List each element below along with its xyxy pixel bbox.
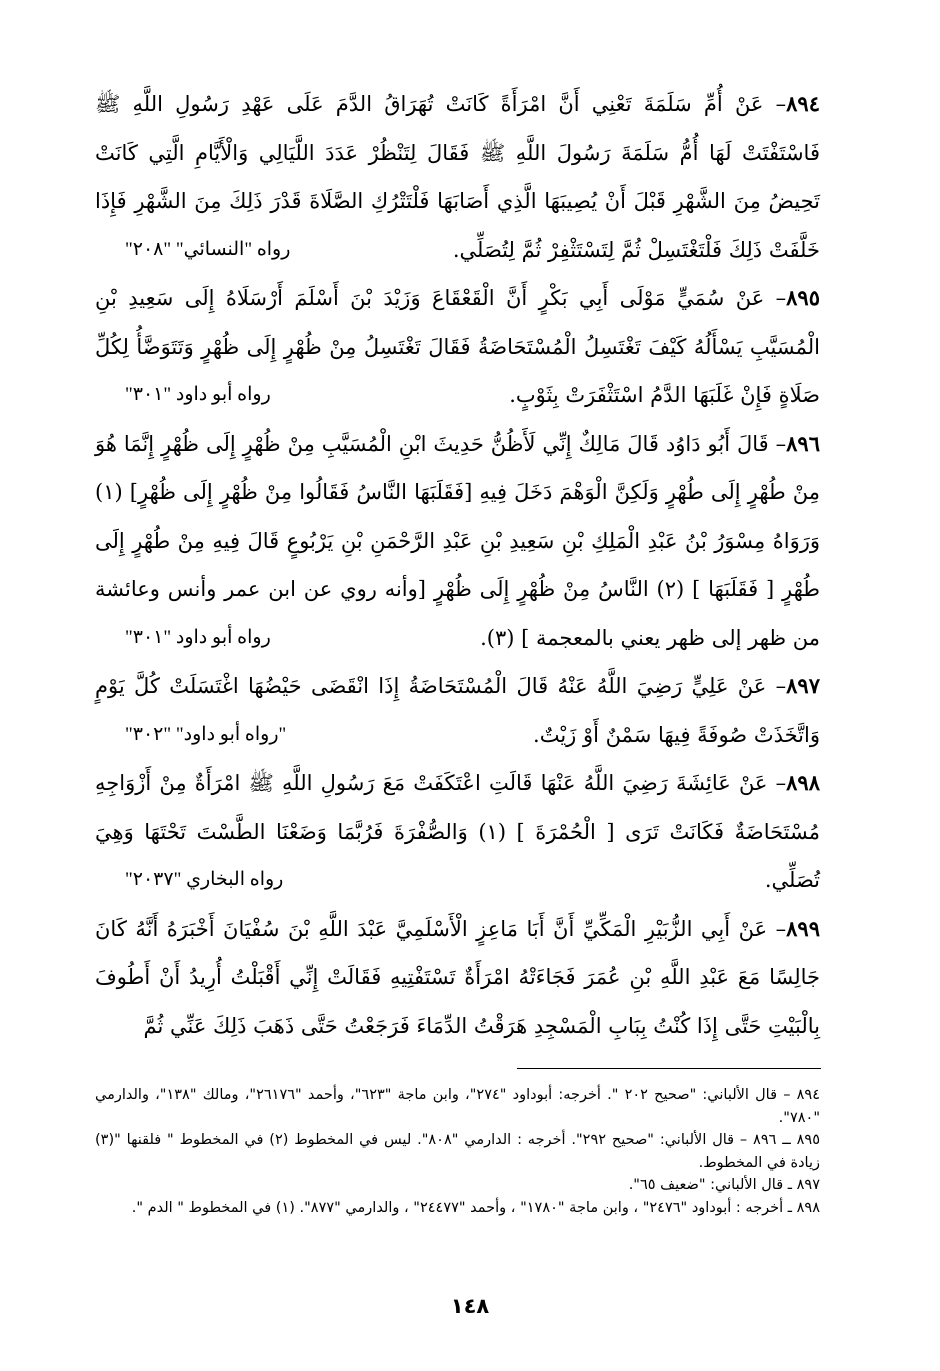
footnotes [95,1084,820,1219]
hadith-number: ٨٩٦ [786,430,820,456]
page-number: ١٤٨ [450,1294,490,1318]
hadith-number: ٨٩٩ [786,915,820,941]
hadith-text: – عَنْ أُمِّ سَلَمَةَ تَعْنِي أَنَّ امْرَأَةً كَانَتْ تُهَرَاقُ الدَّمَ عَلَى عَهْدِ رَسُولِ اللَّهِ ﷺ فَاسْتَفْتَتْ لَهَا أُمُّ سَلَمَةَ رَسُولَ اللَّهِ ﷺ فَقَالَ لِتَنْظُرْ عَدَدَ اللَّيَالِي وَالْأَيَّامِ الَّتِي كَانَتْ تَحِيضُ مِنَ الشَّهْرِ قَبْلَ أَنْ يُصِيبَهَا الَّذِي أَصَابَهَا فَلْتَتْرُكِ الصَّلَاةَ قَدْرَ ذَلِكَ مِنَ الشَّهْرِ فَإِذَا خَلَّفَتْ ذَلِكَ فَلْتَغْتَسِلْ ثُمَّ لِتَسْتَثْفِرْ ثُمَّ لِتُصَلِّي. [95,92,820,262]
hadith-text: – عَنْ أَبِي الزُّبَيْرِ الْمَكِّيِّ أَنَّ أَبَا مَاعِزٍ الْأَسْلَمِيَّ عَبْدَ اللَّهِ بْنَ سُفْيَانَ أَخْبَرَهُ أَنَّهُ كَانَ جَالِسًا مَعَ عَبْدِ اللَّهِ بْنِ عُمَرَ فَجَاءَتْهُ امْرَأَةٌ تَسْتَفْتِيهِ فَقَالَتْ إِنِّي أَقْبَلْتُ أُرِيدُ أَنْ أَطُوفَ بِالْبَيْتِ حَتَّى إِذَا كُنْتُ بِبَابِ الْمَسْجِدِ هَرَقْتُ الدِّمَاءَ فَرَجَعْتُ حَتَّى ذَهَبَ ذَلِكَ عَنِّي ثُمَّ [95,916,820,1038]
footnote-divider [517,1068,821,1069]
footnote: ٨٩٥ ــ ٨٩٦ – قال الألباني: "صحيح ٢٩٢". أخرجه : الدارمي "٨٠٨". ليس في المخطوط (٢) في المخطوط " فلقنها "(٣) زيادة في المخطوط. [95,1132,820,1171]
hadith-894 [95,80,820,274]
hadith-text: – قَالَ أَبُو دَاوُد قَالَ مَالِكٌ إِنِّي لَأَظُنُّ حَدِيثَ ابْنِ الْمُسَيَّبِ مِنْ ظُهْرٍ إِلَى ظُهْرٍ إِنَّمَا هُوَ مِنْ طُهْرٍ إِلَى طُهْرٍ وَلَكِنَّ الْوَهْمَ دَخَلَ فِيهِ [فَقَلَبَهَا النَّاسُ فَقَالُوا مِنْ ظُهْرٍ إِلَى ظُهْرٍ] (١) وَرَوَاهُ مِسْوَرُ بْنُ عَبْدِ الْمَلِكِ بْنِ سَعِيدِ بْنِ عَبْدِ الرَّحْمَنِ بْنِ يَرْبُوعٍ قَالَ فِيهِ مِنْ طُهْرٍ إِلَى طُهْرٍ [ فَقَلَبَهَا ] (٢) النَّاسُ مِنْ ظُهْرٍ إِلَى ظُهْرٍ [وأنه روي عن ابن عمر وأنس وعائشة من ظهر إلى ظهر يعني بالمعجمة ] (٣). [95,431,820,650]
hadith-895 [95,274,820,420]
footnote: ٨٩٧ ـ قال الألباني: "ضعيف ٦٥". [628,1177,820,1193]
hadith-source: رواه أبو داود "٣٠١" [125,384,271,405]
hadith-source: رواه أبو داود "٣٠١" [125,626,271,648]
hadith-source: "رواه أبو داود" "٣٠٢" [125,723,287,745]
hadith-number: ٨٩٥ [786,285,820,310]
hadith-898 [95,759,820,905]
hadith-body [95,80,820,1050]
hadith-897 [95,662,820,759]
hadith-text: – عَنْ عَلِيٍّ رَضِيَ اللَّهُ عَنْهُ قَالَ الْمُسْتَحَاضَةُ إِذَا انْقَضَى حَيْضُهَا اغْتَسَلَتْ كُلَّ يَوْمٍ وَاتَّخَذَتْ صُوفَةً فِيهَا سَمْنٌ أَوْ زَيْتٌ. [95,674,820,747]
hadith-text: – عَنْ عَائِشَةَ رَضِيَ اللَّهُ عَنْهَا قَالَتِ اعْتَكَفَتْ مَعَ رَسُولِ اللَّهِ ﷺ امْرَأَةٌ مِنْ أَزْوَاجِهِ مُسْتَحَاضَةٌ فَكَانَتْ تَرَى [ الْحُمْرَةَ ] (١) وَالصُّفْرَةَ فَرُبَّمَا وَضَعْنَا الطَّسْتَ تَحْتَهَا وَهِيَ تُصَلِّي. [95,771,820,892]
hadith-number: ٨٩٧ [786,673,820,698]
hadith-number: ٨٩٤ [786,91,820,116]
hadith-text: – عَنْ سُمَيٍّ مَوْلَى أَبِي بَكْرٍ أَنَّ الْقَعْقَاعَ وَزَيْدَ بْنَ أَسْلَمَ أَرْسَلَاهُ إِلَى سَعِيدِ بْنِ الْمُسَيَّبِ يَسْأَلُهُ كَيْفَ تَغْتَسِلُ الْمُسْتَحَاضَةُ فَقَالَ تَغْتَسِلُ مِنْ ظُهْرٍ إِلَى ظُهْرٍ وَتَتَوَضَّأُ لِكُلِّ صَلَاةٍ فَإِنْ غَلَبَهَا الدَّمُ اسْتَثْفَرَتْ بِثَوْبٍ. [95,286,820,407]
hadith-source: رواه "النسائي" "٢٠٨" [125,238,291,260]
hadith-899 [95,905,820,1051]
footnote: ٨٩٨ ـ أخرجه : أبوداود "٢٤٧٦" ، وابن ماجة "١٧٨٠" ، وأحمد "٢٤٤٧٧" ، والدارمي "٨٧٧". (١) في المخطوط " الدم ". [131,1199,820,1216]
footnote: ٨٩٤ – قال الألباني: "صحيح ٢٠٢ ". أخرجه: أبوداود "٢٧٤"، وابن ماجة "٦٢٣"، وأحمد "٢٦١٧٦"، ومالك "١٣٨"، والدارمي "٧٨٠". [95,1087,821,1126]
hadith-source: رواه البخاري "٢٠٣٧" [125,869,284,890]
hadith-896 [95,420,820,663]
hadith-number: ٨٩٨ [786,770,820,795]
